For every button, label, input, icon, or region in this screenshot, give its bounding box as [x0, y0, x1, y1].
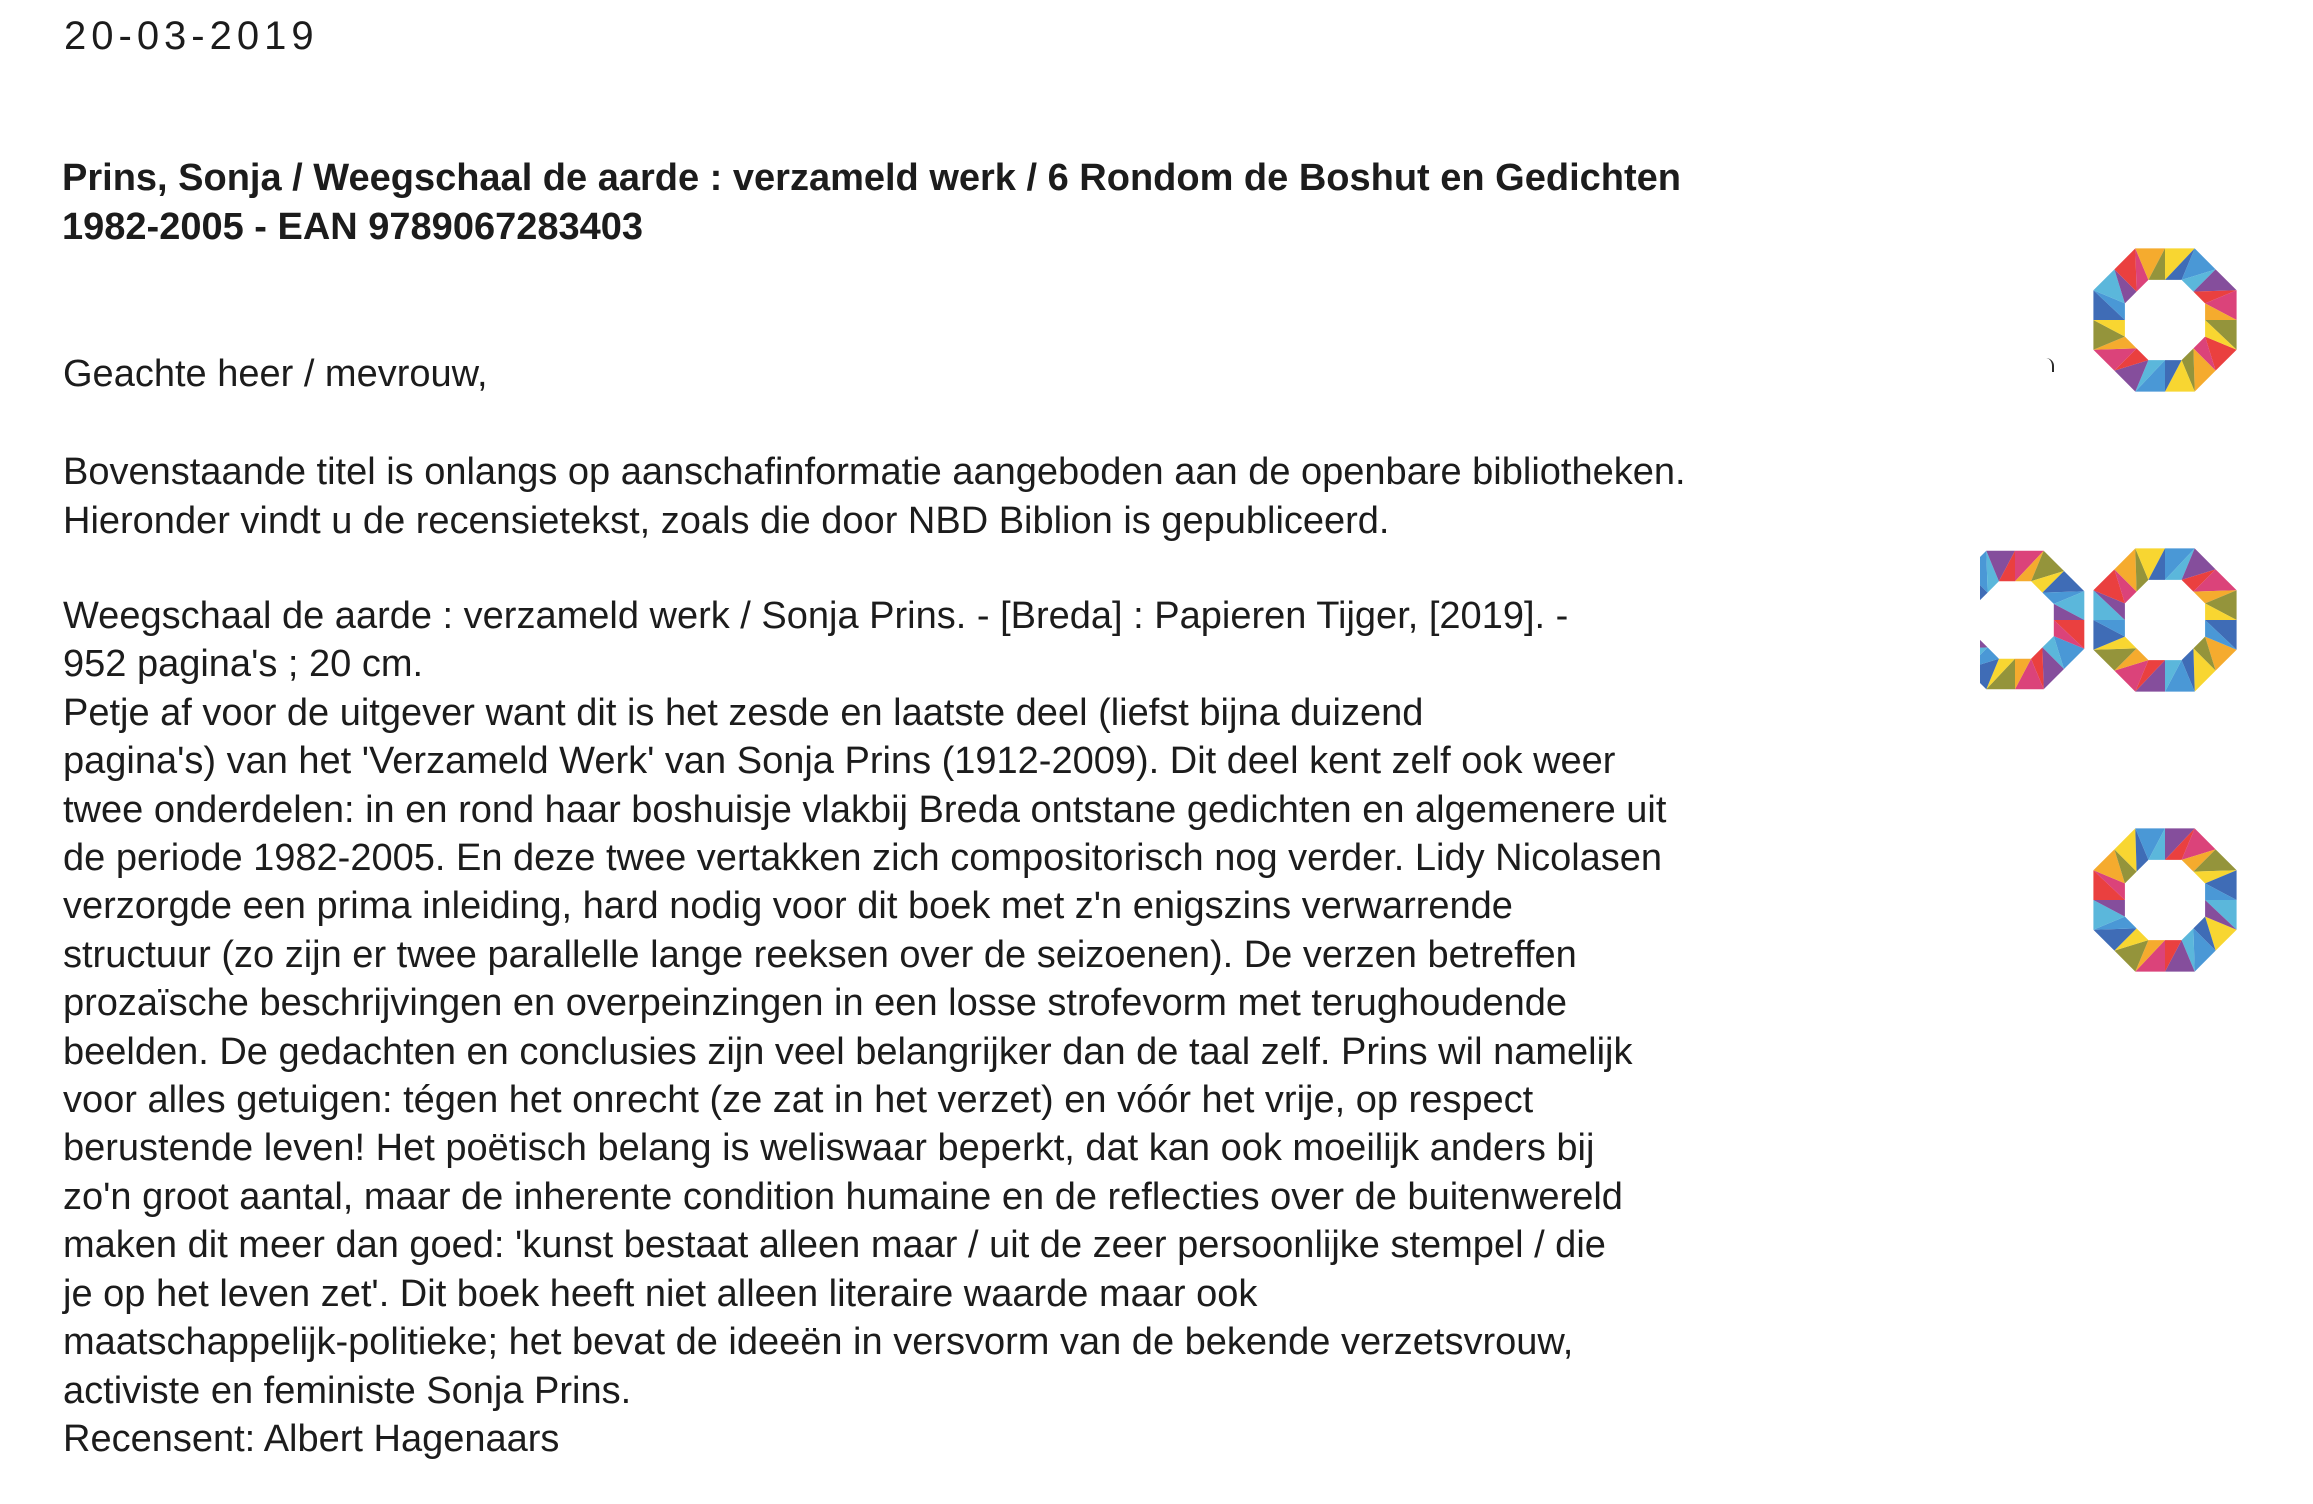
review-line: verzorgde een prima inleiding, hard nodig voor dit boek met z'n enigszins verwarrende [63, 885, 1513, 928]
letter-date: 20-03-2019 [64, 14, 319, 58]
heading-line: 1982-2005 - EAN 9789067283403 [62, 206, 644, 248]
decorative-logo-pattern [1980, 180, 2313, 1000]
intro-line: Hieronder vindt u de recensietekst, zoals die door NBD Biblion is gepubliceerd. [63, 499, 1390, 542]
salutation: Geachte heer / mevrouw, [63, 353, 488, 395]
review-line: Recensent: Albert Hagenaars [63, 1417, 560, 1460]
book-title-heading [62, 154, 1922, 252]
review-line: prozaïsche beschrijvingen en overpeinzingen in een losse strofevorm met terughoudende [63, 982, 1568, 1025]
review-line: Weegschaal de aarde : verzameld werk / Sonja Prins. - [Breda] : Papieren Tijger, [2019]. - [63, 595, 1569, 637]
review-line: de periode 1982-2005. En deze twee vertakken zich compositorisch nog verder. Lidy Nicolasen [63, 837, 1663, 880]
review-line: voor alles getuigen: tégen het onrecht (ze zat in het verzet) en vóór het vrije, op respect [63, 1079, 1534, 1122]
review-line: pagina's) van het 'Verzameld Werk' van Sonja Prins (1912-2009). Dit deel kent zelf ook weer [63, 740, 1616, 783]
review-line: 952 pagina's ; 20 cm. [63, 643, 424, 686]
review-line: maatschappelijk-politieke; het bevat de ideeën in versvorm van de bekende verzetsvrouw, [63, 1321, 1574, 1364]
review-line: activiste en feministe Sonja Prins. [63, 1369, 632, 1412]
review-line: maken dit meer dan goed: 'kunst bestaat alleen maar / uit de zeer persoonlijke stempel / die [63, 1224, 1606, 1267]
review-line: twee onderdelen: in en rond haar boshuisje vlakbij Breda ontstane gedichten en algemenere uit [63, 788, 1667, 831]
review-line: berustende leven! Het poëtisch belang is weliswaar beperkt, dat kan ook moeilijk anders bij [63, 1127, 1595, 1170]
review-line: Petje af voor de uitgever want dit is het zesde en laatste deel (liefst bijna duizend [63, 691, 1424, 734]
review-line: je op het leven zet'. Dit boek heeft niet alleen literaire waarde maar ook [63, 1272, 1258, 1315]
intro-paragraph [63, 448, 1686, 545]
review-line: beelden. De gedachten en conclusies zijn veel belangrijker dan de taal zelf. Prins wil namelijk [63, 1030, 1633, 1073]
heading-line: Prins, Sonja / Weegschaal de aarde : verzameld werk / 6 Rondom de Boshut en Gedichten [62, 157, 1681, 199]
review-line: structuur (zo zijn er twee parallelle lange reeksen over de seizoenen). De verzen betreffen [63, 933, 1577, 976]
review-text [63, 592, 1666, 1463]
pattern-triangle [1980, 636, 1988, 649]
review-line: zo'n groot aantal, maar de inherente condition humaine en de reflecties over de buitenwereld [63, 1175, 1623, 1218]
intro-line: Bovenstaande titel is onlangs op aanschafinformatie aangeboden aan de openbare bibliotheken. [63, 451, 1686, 493]
